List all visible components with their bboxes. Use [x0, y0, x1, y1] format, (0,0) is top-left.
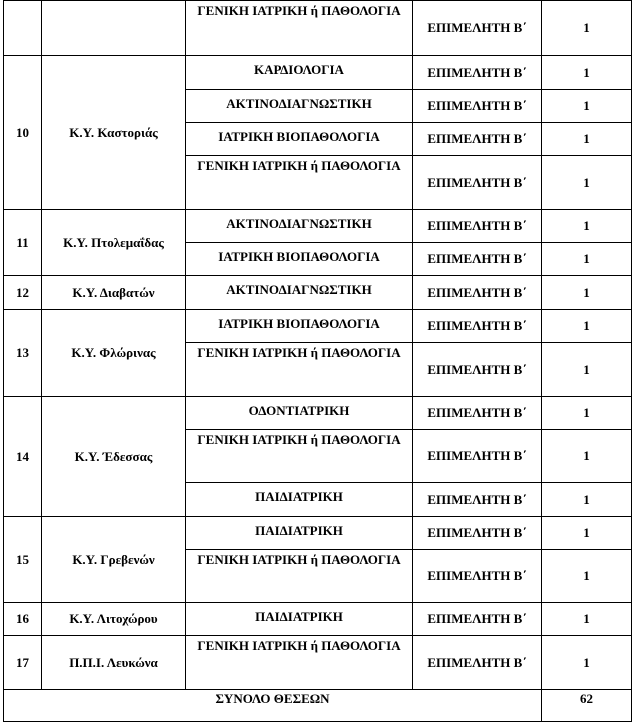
unit-number: 13 [4, 310, 42, 397]
unit-name: Κ.Υ. Έδεσσας [42, 397, 186, 517]
unit-number: 10 [4, 56, 42, 210]
specialty-cell: ΙΑΤΡΙΚΗ ΒΙΟΠΑΘΟΛΟΓΙΑ [186, 310, 413, 343]
post-cell: ΕΠΙΜΕΛΗΤΗ Β΄ [413, 1, 542, 56]
count-cell: 1 [542, 430, 632, 483]
count-cell: 1 [542, 243, 632, 276]
total-row [4, 690, 632, 722]
post-cell: ΕΠΙΜΕΛΗΤΗ Β΄ [413, 636, 542, 690]
post-cell: ΕΠΙΜΕΛΗΤΗ Β΄ [413, 483, 542, 517]
unit-number: 16 [4, 603, 42, 636]
post-cell: ΕΠΙΜΕΛΗΤΗ Β΄ [413, 243, 542, 276]
count-cell: 1 [542, 123, 632, 156]
count-cell: 1 [542, 636, 632, 690]
specialty-cell: ΠΑΙΔΙΑΤΡΙΚΗ [186, 603, 413, 636]
unit-number: 14 [4, 397, 42, 517]
post-cell: ΕΠΙΜΕΛΗΤΗ Β΄ [413, 550, 542, 603]
count-cell: 1 [542, 276, 632, 310]
specialty-cell: ΓΕΝΙΚΗ ΙΑΤΡΙΚΗ ή ΠΑΘΟΛΟΓΙΑ [186, 343, 413, 397]
specialty-cell: ΙΑΤΡΙΚΗ ΒΙΟΠΑΘΟΛΟΓΙΑ [186, 123, 413, 156]
unit-name: Κ.Υ. Πτολεμαΐδας [42, 210, 186, 276]
unit-name: Κ.Υ. Λιτοχώρου [42, 603, 186, 636]
post-cell: ΕΠΙΜΕΛΗΤΗ Β΄ [413, 603, 542, 636]
specialty-cell: ΓΕΝΙΚΗ ΙΑΤΡΙΚΗ ή ΠΑΘΟΛΟΓΙΑ [186, 430, 413, 483]
unit-number: 17 [4, 636, 42, 690]
specialty-cell: ΑΚΤΙΝΟΔΙΑΓΝΩΣΤΙΚΗ [186, 210, 413, 243]
count-cell: 1 [542, 550, 632, 603]
count-cell: 1 [542, 343, 632, 397]
post-cell: ΕΠΙΜΕΛΗΤΗ Β΄ [413, 397, 542, 430]
specialty-cell: ΠΑΙΔΙΑΤΡΙΚΗ [186, 483, 413, 517]
specialty-cell: ΓΕΝΙΚΗ ΙΑΤΡΙΚΗ ή ΠΑΘΟΛΟΓΙΑ [186, 550, 413, 603]
table-row [4, 56, 632, 90]
post-cell: ΕΠΙΜΕΛΗΤΗ Β΄ [413, 90, 542, 123]
count-cell: 1 [542, 397, 632, 430]
specialty-cell: ΚΑΡΔΙΟΛΟΓΙΑ [186, 56, 413, 90]
post-cell: ΕΠΙΜΕΛΗΤΗ Β΄ [413, 343, 542, 397]
count-cell: 1 [542, 517, 632, 550]
table-row [4, 636, 632, 690]
specialty-cell: ΑΚΤΙΝΟΔΙΑΓΝΩΣΤΙΚΗ [186, 276, 413, 310]
unit-name: Π.Π.Ι. Λευκώνα [42, 636, 186, 690]
specialty-cell: ΓΕΝΙΚΗ ΙΑΤΡΙΚΗ ή ΠΑΘΟΛΟΓΙΑ [186, 156, 413, 210]
total-label: ΣΥΝΟΛΟ ΘΕΣΕΩΝ [4, 690, 542, 722]
table-row [4, 276, 632, 310]
unit-number: 12 [4, 276, 42, 310]
specialty-cell: ΙΑΤΡΙΚΗ ΒΙΟΠΑΘΟΛΟΓΙΑ [186, 243, 413, 276]
table-row [4, 517, 632, 550]
table-row [4, 397, 632, 430]
count-cell: 1 [542, 210, 632, 243]
post-cell: ΕΠΙΜΕΛΗΤΗ Β΄ [413, 310, 542, 343]
post-cell: ΕΠΙΜΕΛΗΤΗ Β΄ [413, 56, 542, 90]
unit-number [4, 1, 42, 56]
post-cell: ΕΠΙΜΕΛΗΤΗ Β΄ [413, 430, 542, 483]
post-cell: ΕΠΙΜΕΛΗΤΗ Β΄ [413, 156, 542, 210]
count-cell: 1 [542, 310, 632, 343]
specialty-cell: ΓΕΝΙΚΗ ΙΑΤΡΙΚΗ ή ΠΑΘΟΛΟΓΙΑ [186, 636, 413, 690]
unit-name: Κ.Υ. Φλώρινας [42, 310, 186, 397]
unit-name: Κ.Υ. Καστοριάς [42, 56, 186, 210]
table-row [4, 310, 632, 343]
unit-number: 11 [4, 210, 42, 276]
unit-number: 15 [4, 517, 42, 603]
count-cell: 1 [542, 56, 632, 90]
count-cell: 1 [542, 603, 632, 636]
total-value: 62 [542, 690, 632, 722]
post-cell: ΕΠΙΜΕΛΗΤΗ Β΄ [413, 210, 542, 243]
count-cell: 1 [542, 1, 632, 56]
unit-name: Κ.Υ. Διαβατών [42, 276, 186, 310]
post-cell: ΕΠΙΜΕΛΗΤΗ Β΄ [413, 276, 542, 310]
count-cell: 1 [542, 483, 632, 517]
specialty-cell: ΑΚΤΙΝΟΔΙΑΓΝΩΣΤΙΚΗ [186, 90, 413, 123]
specialty-cell: ΟΔΟΝΤΙΑΤΡΙΚΗ [186, 397, 413, 430]
unit-name [42, 1, 186, 56]
count-cell: 1 [542, 156, 632, 210]
post-cell: ΕΠΙΜΕΛΗΤΗ Β΄ [413, 517, 542, 550]
positions-table [3, 0, 632, 722]
table-row [4, 1, 632, 56]
table-row [4, 603, 632, 636]
unit-name: Κ.Υ. Γρεβενών [42, 517, 186, 603]
post-cell: ΕΠΙΜΕΛΗΤΗ Β΄ [413, 123, 542, 156]
count-cell: 1 [542, 90, 632, 123]
specialty-cell: ΠΑΙΔΙΑΤΡΙΚΗ [186, 517, 413, 550]
table-row [4, 210, 632, 243]
specialty-cell: ΓΕΝΙΚΗ ΙΑΤΡΙΚΗ ή ΠΑΘΟΛΟΓΙΑ [186, 1, 413, 56]
